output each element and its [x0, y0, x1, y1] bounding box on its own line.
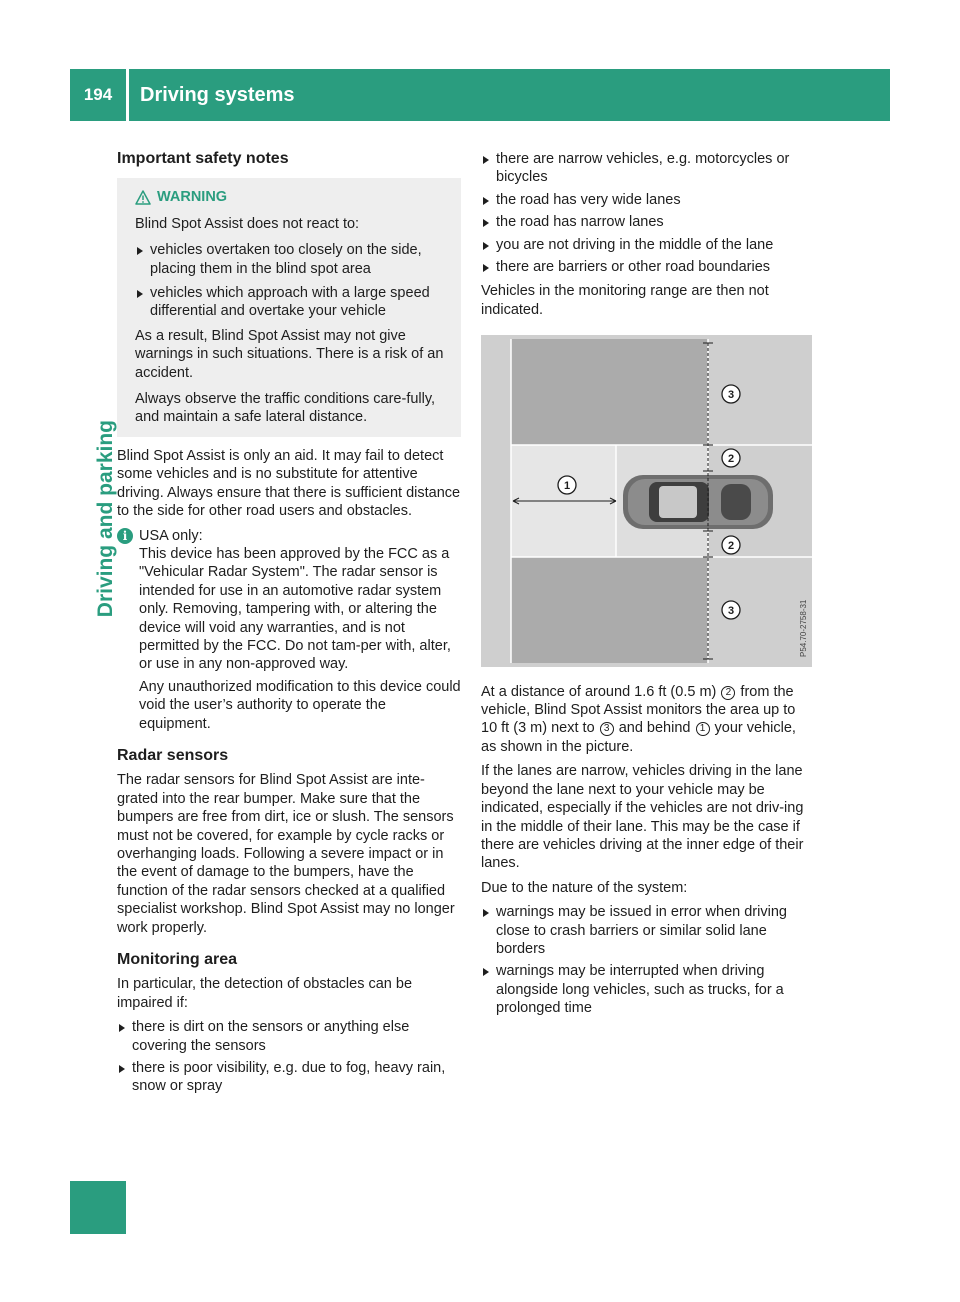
monitoring-area-diagram: [481, 335, 812, 667]
info-icon: i: [117, 528, 133, 544]
info-paragraph: Any unauthorized modification to this device could void the user’s authority to operate the equipment.: [139, 678, 461, 732]
warning-paragraph: Always observe the traffic conditions care-fully, and maintain a safe lateral distance.: [135, 391, 436, 426]
impairment-list: [481, 150, 814, 276]
svg-text:3: 3: [727, 389, 735, 402]
svg-text:2: 2: [727, 540, 735, 553]
list-item: vehicles overtaken too closely on the side, placing them in the blind spot area: [135, 241, 453, 278]
svg-text:2: 2: [727, 453, 735, 466]
chapter-label-text: Driving and parking: [94, 420, 117, 618]
monitoring-intro: In particular, the detection of obstacles can be impaired if:: [117, 976, 413, 1011]
warning-header: [135, 188, 453, 206]
chapter-tab: [70, 1181, 126, 1234]
label-1: [558, 476, 576, 494]
label-2-top: [722, 449, 740, 467]
figure-code: P54.70-2758-31: [799, 599, 808, 658]
desc-text: and behind: [618, 720, 691, 737]
monitoring-list: [117, 1018, 461, 1096]
list-item: warnings may be interrupted when driving alongside long vehicles, such as trucks, for a prolonged time: [481, 962, 814, 1017]
info-label: USA only:: [139, 527, 203, 544]
monitoring-heading: Monitoring area: [117, 951, 238, 969]
svg-text:1: 1: [563, 480, 571, 493]
list-item: there are narrow vehicles, e.g. motorcycles or bicycles: [481, 150, 814, 187]
safety-notes-heading: Important safety notes: [117, 150, 289, 167]
list-item: the road has narrow lanes: [481, 213, 814, 231]
body-paragraph: Vehicles in the monitoring range are then not indicated.: [481, 283, 769, 318]
left-column: [117, 150, 461, 1102]
nature-list: [481, 903, 814, 1017]
label-3-bottom: [722, 601, 740, 619]
desc-text: from the vehicle, Blind Spot Assist monitors the area up to 10 ft (3 m) next to: [481, 683, 796, 737]
list-item: there are barriers or other road boundaries: [481, 258, 814, 276]
ref-label-2: 2: [721, 686, 735, 700]
warning-list: [135, 241, 453, 321]
body-paragraph: If the lanes are narrow, vehicles driving in the lane beyond the lane next to your vehicle may be indicated, especially if the vehicles are not driv-ing in the middle of their lane. This may be the case if there are vehicles driving at the inner edge of their lanes.: [481, 763, 804, 872]
info-block: [117, 545, 461, 733]
ref-label-1: 1: [696, 722, 710, 736]
warning-paragraph: As a result, Blind Spot Assist may not give warnings in such situations. There is a risk of an accident.: [135, 327, 444, 381]
desc-text: your vehicle, as shown in the picture.: [481, 720, 796, 755]
warning-intro: Blind Spot Assist does not react to:: [135, 215, 360, 232]
warning-triangle-icon: [135, 190, 151, 205]
warning-label: WARNING: [157, 189, 228, 206]
body-paragraph: Blind Spot Assist is only an aid. It may fail to detect some vehicles and is no substitute for attentive driving. Always ensure that there is sufficient distance to the side for other road users and obstacles.: [117, 447, 461, 520]
section-title: Driving systems: [140, 84, 295, 106]
list-item: warnings may be issued in error when driving close to crash barriers or similar solid lane borders: [481, 903, 814, 958]
info-header: [117, 527, 461, 545]
radar-heading: Radar sensors: [117, 746, 229, 764]
info-paragraph: This device has been approved by the FCC as a "Vehicular Radar System". The radar sensor is intended for use in an automotive radar system only. Removing, tampering with, or altering the device will void any warranties, and is not permitted by the FCC. Do not tam-per with, alter, or use in any non-approved way.: [139, 545, 451, 673]
list-item: you are not driving in the middle of the lane: [481, 236, 814, 254]
radar-paragraph: The radar sensors for Blind Spot Assist are inte-grated into the rear bumper. Make sure that the bumpers are free from dirt, ice or slush. The sensors must not be covered, for example by cycle racks or overhanging loads. Following a severe impact or in the event of damage to the bumpers, have the function of the radar sensors checked at a qualified specialist workshop. Blind Spot Assist may no longer work properly.: [117, 772, 455, 936]
header-divider: [126, 69, 129, 121]
nature-intro: Due to the nature of the system:: [481, 879, 688, 896]
list-item: there is dirt on the sensors or anything else covering the sensors: [117, 1018, 461, 1055]
list-item: the road has very wide lanes: [481, 191, 814, 209]
label-2-bottom: [722, 536, 740, 554]
list-item: vehicles which approach with a large speed differential and overtake your vehicle: [135, 284, 453, 321]
list-item: there is poor visibility, e.g. due to fog, heavy rain, snow or spray: [117, 1059, 461, 1096]
warning-box: [117, 178, 461, 436]
car-top-view: [623, 475, 773, 529]
page-number: 194: [83, 85, 113, 104]
chapter-side-label: [86, 420, 117, 618]
desc-text: At a distance of around 1.6 ft (0.5 m): [481, 683, 717, 700]
ref-label-3: 3: [600, 722, 614, 736]
svg-text:3: 3: [727, 605, 735, 618]
right-column: [481, 150, 814, 1024]
area-description: [481, 683, 814, 757]
label-3-top: [722, 385, 740, 403]
